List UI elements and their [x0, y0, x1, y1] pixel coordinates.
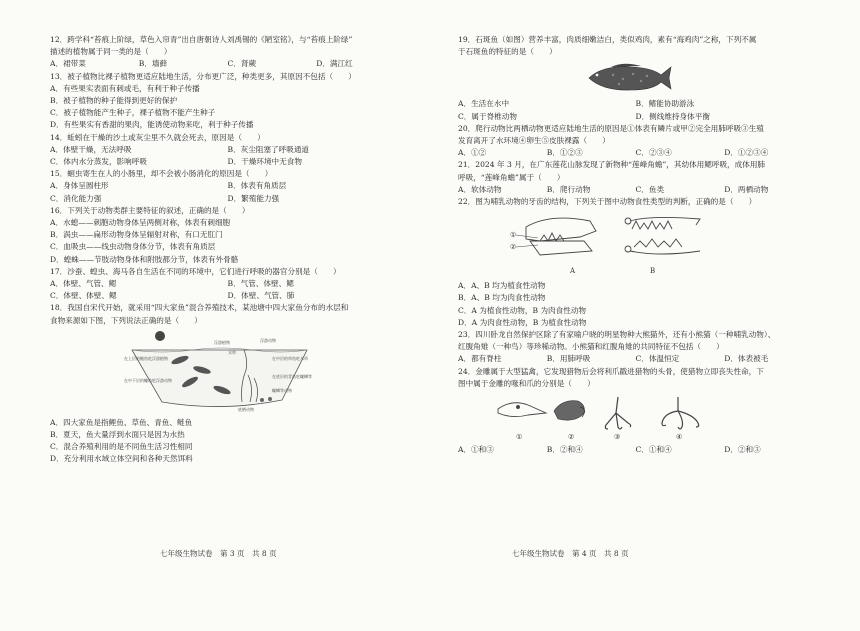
options-row — [50, 144, 405, 156]
options-row — [458, 184, 813, 196]
beak-2-icon — [554, 401, 585, 420]
option-a: A．都有脊柱 — [458, 354, 502, 364]
options-row — [50, 156, 405, 168]
figure-label-b: B — [650, 267, 656, 276]
question-stem: 于石斑鱼的特征的是（ ） — [458, 47, 557, 57]
beak-claw-illustration — [488, 393, 728, 441]
page-footer: 七年级生物试卷 第 3 页 共 8 页 — [160, 549, 277, 558]
question-23 — [458, 329, 813, 366]
question-14 — [50, 132, 405, 169]
jaw-b — [625, 218, 700, 255]
option-b: B．用肺呼吸 — [546, 354, 591, 364]
question-20 — [458, 123, 813, 160]
pond-illustration — [122, 330, 312, 414]
question-stem: 13．被子植物比裸子植物更适应陆地生活，分布更广泛，种类更多，其原因不包括（ ） — [50, 71, 356, 81]
question-24 — [458, 366, 813, 457]
question-19 — [458, 34, 813, 123]
question-22 — [458, 196, 813, 329]
question-stem: 14．蚯蚓在干燥的沙土或灰尘里不久就会死去，原因是（ ） — [50, 132, 265, 142]
option-a: A．水螅——刺胞动物身体呈两侧对称，体表有刺细胞 — [50, 218, 231, 228]
question-stem: 图中属于金雕的喙和爪的分别是（ ） — [458, 378, 595, 388]
question-stem: 19．石斑鱼（如图）营养丰富，肉质细嫩洁白，类似鸡肉，素有“海鸡肉”之称，下列不属 — [458, 35, 757, 44]
option-d: D．干燥环境中无食物 — [227, 157, 302, 167]
question-stem: 12．跨学科“苔痕上阶绿，草色入帘青”出自唐朝诗人刘禹锡的《陋室铭》，与“苔痕上阶绿” — [50, 35, 353, 44]
claw-3-icon — [605, 397, 630, 429]
option-b: B．夏天，鱼大量浮到水面只是因为水热 — [50, 430, 185, 440]
option-a: A．①② — [458, 148, 487, 158]
options-row — [50, 290, 405, 302]
pond-label: 浮游动物 — [260, 337, 276, 343]
option-a: A．①和③ — [458, 445, 494, 455]
exam-page-4 — [430, 0, 860, 631]
option-a: A．体壁、气管、鳃 — [50, 279, 117, 289]
question-stem: 24．金雕属于大型猛禽，它发现猎物后会将利爪戳进猎物的头骨，使猎物立即丧失性命，下 — [458, 366, 764, 376]
question-15 — [50, 168, 405, 205]
option-d: D．两栖动物 — [724, 184, 769, 194]
figure-label-1: ① — [516, 433, 523, 442]
option-c: C．A 为植食性动物，B 为肉食性动物 — [458, 305, 587, 315]
option-c: C．肾蕨 — [227, 59, 257, 69]
options-row — [458, 147, 813, 159]
options-row — [50, 58, 405, 70]
question-stem: 食物来源如下图，下列说法正确的是（ ） — [50, 315, 202, 325]
question-column-right — [458, 34, 813, 456]
option-c: C．①和④ — [635, 445, 672, 455]
option-d: D．满江红 — [316, 59, 353, 69]
option-b: B．爬行动物 — [546, 184, 591, 194]
question-column-left — [50, 34, 405, 466]
question-stem: 呼吸，“莲峰角蟾”属于（ ） — [458, 172, 565, 182]
option-d: D．A 为肉食性动物，B 为植食性动物 — [458, 317, 587, 327]
option-b: B．涡虫——扁形动物身体呈辐射对称，有口无肛门 — [50, 230, 223, 240]
question-stem: 18．我国自宋代开始，就采用“四大家鱼”混合养殖技术，某池塘中四大家鱼分布的水层和 — [50, 303, 349, 313]
skull-a — [526, 218, 596, 255]
question-17 — [50, 266, 405, 303]
option-a: A．四大家鱼是指鲤鱼、草鱼、青鱼、鲢鱼 — [50, 417, 193, 427]
beak-1-icon — [498, 403, 546, 417]
page-footer: 七年级生物试卷 第 4 页 共 8 页 — [512, 549, 629, 558]
options-row — [458, 98, 813, 110]
question-18 — [50, 302, 405, 465]
options-row — [50, 180, 405, 192]
option-c: C．混合养殖利用的是不同鱼生活习性相同 — [50, 442, 193, 452]
question-21 — [458, 159, 813, 196]
tooth-label-1: ① — [510, 231, 517, 240]
option-c: C．被子植物能产生种子，裸子植物不能产生种子 — [50, 108, 216, 118]
option-d: D．蝗蛛——节肢动物身体和附肢都分节，体表有外骨骼 — [50, 254, 239, 264]
options-row — [458, 444, 813, 456]
question-stem: 红腹角雉（一种鸟）等珍稀动物。小熊猫和红腹角雉的共同特征不包括（ ） — [458, 342, 724, 352]
figure-label-3: ③ — [614, 433, 621, 442]
sun-icon — [155, 331, 165, 341]
question-stem: 16．下列关于动物类群主要特征的叙述，正确的是（ ） — [50, 205, 250, 215]
option-b: B．鳍能协助游泳 — [635, 99, 695, 109]
option-b: B．墙藓 — [138, 59, 168, 69]
teeth-diagram — [500, 211, 720, 277]
grouper-figure — [583, 61, 673, 95]
question-stem: 21．2024 年 3 月，在广东莲花山脉发现了新物种“莲峰角蟾”，其幼体用鳃呼吸，成体用肺 — [458, 160, 766, 170]
option-c: C．体内水分蒸发，影响呼吸 — [50, 157, 147, 167]
figure-label-a: A — [570, 267, 576, 276]
question-stem: 描述的植物属于同一类的是（ ） — [50, 47, 172, 57]
option-a: A．裙带菜 — [50, 59, 86, 69]
option-d: D．体壁、气管、肺 — [227, 291, 295, 301]
option-b: B．被子植物的种子能得到更好的保护 — [50, 96, 178, 106]
option-a: A．体壁干燥，无法呼吸 — [50, 144, 132, 154]
question-stem: 15．蛔虫寄生在人的小肠里，却不会被小肠消化的原因是（ ） — [50, 169, 273, 179]
pond-label: 在底层的青鱼吃螺蛳等 — [272, 373, 312, 379]
option-b: B．A、B 均为肉食性动物 — [458, 293, 546, 303]
option-b: B．②和④ — [546, 445, 583, 455]
pond-label: 在中层的草鱼吃水草 — [272, 355, 308, 361]
option-c: C．消化能力强 — [50, 193, 102, 203]
pond-label: 水草 — [228, 349, 236, 355]
pond-label: 底栖动物 — [238, 406, 254, 412]
option-c: C．鱼类 — [635, 184, 665, 194]
option-b: B．①②③ — [546, 148, 583, 158]
option-b: B．气管、体壁、鳃 — [227, 279, 294, 289]
option-c: C．属于脊椎动物 — [458, 111, 517, 121]
pond-label: 在上层的鲢鱼吃浮游植物 — [124, 355, 168, 361]
option-a: A．生活在水中 — [458, 99, 510, 109]
option-c: C．血吸虫——线虫动物身体分节，体表有角质层 — [50, 242, 216, 252]
option-c: C．体壁、体壁、鳃 — [50, 291, 117, 301]
option-a: A．A、B 均为植食性动物 — [458, 281, 546, 291]
pond-label: 浮游植物 — [214, 339, 230, 345]
option-d: D．①②③④ — [724, 148, 769, 158]
option-d: D．有些果实有香甜的果肉，能诱使动物来吃，利于种子传播 — [50, 120, 254, 130]
teeth-illustration — [500, 211, 720, 277]
option-d: D．充分利用水域立体空间和各种天然饵料 — [50, 454, 193, 464]
pond-diagram — [122, 330, 312, 414]
pond-label: 螺蛳等动物 — [272, 387, 292, 393]
option-c: C．②③④ — [635, 148, 672, 158]
claw-4-icon — [662, 397, 699, 429]
options-row — [458, 353, 813, 365]
grouper-fish-icon — [583, 61, 673, 95]
option-a: A．有些果实表面有刺或毛，有利于种子传播 — [50, 83, 200, 93]
options-row — [50, 193, 405, 205]
option-d: D．体表被毛 — [724, 354, 769, 364]
question-stem: 22．图为哺乳动物的牙齿的结构，下列关于图中动物食性类型的判断，正确的是（ ） — [458, 197, 757, 207]
option-d: D．侧线维持身体平衡 — [635, 111, 710, 121]
beak-claw-diagram — [488, 393, 728, 441]
option-d: D．②和③ — [724, 445, 761, 455]
question-stem: 17．沙蚕、蝗虫、海马各自生活在不同的环境中，它们进行呼吸的器官分别是（ ） — [50, 266, 341, 276]
option-d: D．繁殖能力强 — [227, 193, 280, 203]
question-12 — [50, 34, 405, 71]
question-stem: 20．爬行动物比两栖动物更适应陆地生活的原因是①体表有鳞片或甲②完全用肺呼吸③生殖 — [458, 123, 764, 133]
figure-label-2: ② — [568, 433, 575, 442]
figure-label-4: ④ — [676, 433, 683, 442]
options-row — [50, 278, 405, 290]
tooth-label-2: ② — [510, 243, 517, 252]
options-row — [458, 111, 813, 123]
option-a: A．身体呈圆柱形 — [50, 181, 109, 191]
pond-label: 在中下层的鳙鱼吃浮游动物 — [124, 377, 172, 383]
question-stem: 23．四川卧龙自然保护区除了有家喻户晓的明星物种大熊猫外，还有小熊猫（一种哺乳动物）、 — [458, 330, 776, 340]
option-b: B．灰尘阻塞了呼吸通道 — [227, 144, 310, 154]
option-c: C．体温恒定 — [635, 354, 680, 364]
question-16 — [50, 205, 405, 266]
option-a: A．软体动物 — [458, 184, 502, 194]
question-13 — [50, 71, 405, 132]
option-b: B．体表有角质层 — [227, 181, 287, 191]
question-stem: 发育离开了水环境④卵生⑤皮肤裸露（ ） — [458, 136, 610, 146]
